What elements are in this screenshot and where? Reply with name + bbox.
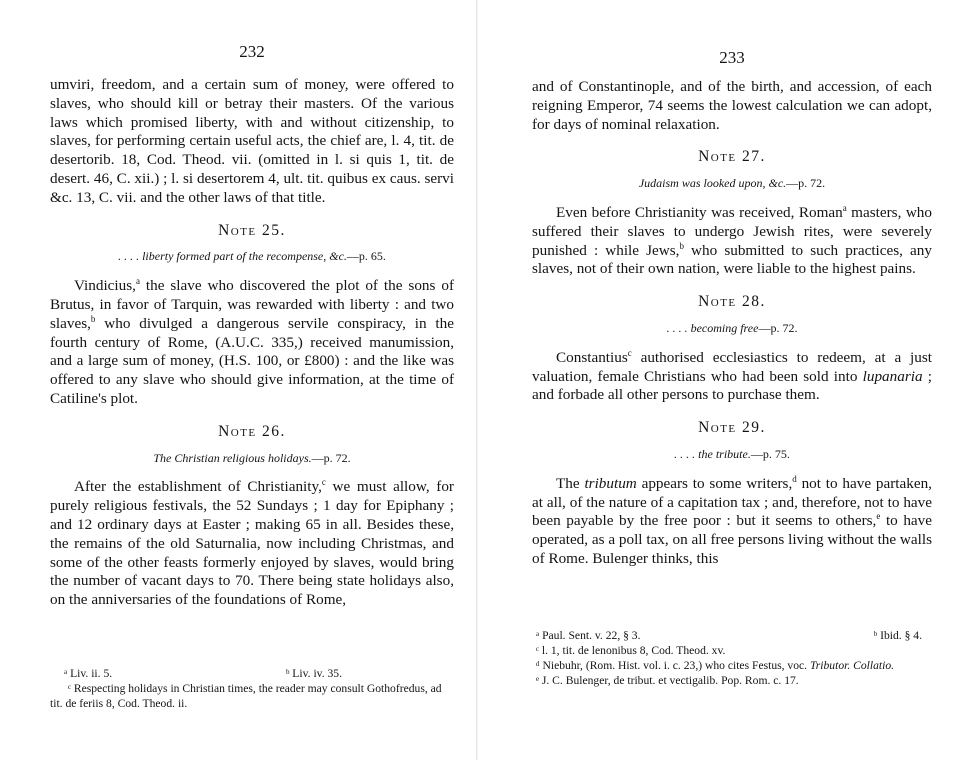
footnote-e-right: ᵉ J. C. Bulenger, de tribut. et vectigalib. Pop. Rom. c. 17. — [536, 674, 799, 687]
note-25-reference: . . . . liberty formed part of the recompense, &c.—p. 65. — [118, 249, 386, 264]
note-27-heading: Note 27. — [698, 148, 766, 166]
note-25-paragraph: Vindicius,$^a$ the slave who discovered the plot of the sons of Brutus, in favor of Tarquin, was rewarded with liberty : and two slaves,$^b$ who divulged a dangerous servile conspiracy, in the fourth century of Rome, (A.U.C. 335,) received manumission, and a large sum of money, (H.S. 100, or £800) : and the like was offered to any slave who should give information, at the time of Catiline's plot. — [50, 276, 454, 407]
footnote-marker: a — [842, 202, 847, 213]
page-number-right: 233 — [719, 48, 745, 67]
note-29-heading: Note 29. — [698, 419, 766, 437]
footnote-marker: c — [321, 477, 326, 488]
note-25-heading: Note 25. — [218, 221, 286, 239]
lead-paragraph: umviri, freedom, and a certain sum of money, were offered to slaves, who should kill or betray their masters. Of the various laws which promised liberty, with and without citizenship, to slaves, for performing certain useful acts, the chief are, l. 4, tit. de desertorib. 18, Cod. Theod. vii. (omitted in l. si quis 1, tit. de desert. 46, C. xii.) ; l. si desertorem 4, ult. tit. quibus ex caus. servi &c. 13, C. vii. and the other laws of that title. — [50, 76, 454, 206]
footnote-marker: d — [792, 473, 797, 484]
right-page — [532, 0, 932, 760]
right-footnotes — [532, 628, 932, 688]
footnote-marker: b — [90, 313, 96, 324]
footnote-a-right: ᵃ Paul. Sent. v. 22, § 3. — [536, 629, 641, 642]
footnote-b: ᵇ Liv. iv. 35. — [285, 667, 342, 680]
footnote-marker: e — [876, 511, 881, 522]
left-page — [50, 0, 454, 760]
footnote-d-right: ᵈ Niebuhr, (Rom. Hist. vol. i. c. 23,) who cites Festus, voc. Tributor. Collatio. — [536, 659, 895, 672]
page-number-left: 232 — [239, 42, 265, 61]
note-28-heading: Note 28. — [698, 293, 766, 311]
note-29-reference: . . . . the tribute.—p. 75. — [674, 446, 790, 461]
left-footnotes — [50, 666, 454, 711]
footnote-c-right: ᶜ l. 1, tit. de lenonibus 8, Cod. Theod. xv. — [536, 644, 726, 657]
footnote-marker: b — [679, 240, 684, 251]
note-29-paragraph: The tributum appears to some writers,$^d$ not to have partaken, at all, of the nature of a capitation tax ; and, therefore, not to have been payable by the free poor : but it seems to others,$^e$ to have operated, as a poll tax, on all free persons living without the walls of Rome. Bulenger thinks, this — [532, 473, 933, 567]
note-28-reference: . . . . becoming free—p. 72. — [666, 320, 798, 335]
footnote-marker: c — [627, 347, 632, 358]
note-26-heading: Note 26. — [218, 422, 286, 440]
footnote-a: ᵃ Liv. ii. 5. — [64, 667, 113, 680]
left-body — [50, 76, 454, 610]
footnote-b-right: ᵇ Ibid. § 4. — [873, 629, 922, 642]
note-27-paragraph: Even before Christianity was received, Roman$^a$ masters, who suffered their slaves to undergo Jewish rites, were severely punished : while Jews,$^b$ who submitted to such practices, any slaves, not of their own nation, were liable to the highest pains. — [532, 202, 932, 278]
footnote-marker: a — [135, 276, 140, 287]
note-26-paragraph: After the establishment of Christianity,$^c$ we must allow, for purely religious festivals, the 52 Sundays ; 1 day for Epiphany ; and 12 ordinary days at Easter ; making 65 in all. Besides these, the remains of the old Saturnalia, now including Christmas, and some of the other feasts formerly enjoyed by slaves, would bring the number of vacant days to 70. There being state holidays also, on the anniversaries of the foundations of Rome, — [50, 477, 454, 609]
note-28-paragraph: Constantius$^c$ authorised ecclesiastics to redeem, at a just valuation, female Christians who had been sold into lupanaria ; and forbade all other persons to purchase them. — [532, 347, 932, 404]
lead-paragraph-right: and of Constantinople, and of the birth, and accession, of each reigning Emperor, 74 seems the lowest calculation we can adopt, for days of nominal relaxation. — [532, 78, 932, 133]
note-27-reference: Judaism was looked upon, &c.—p. 72. — [638, 176, 826, 191]
footnote-c: ᶜ Respecting holidays in Christian times, the reader may consult Gothofredus, ad tit. de feriis 8, Cod. Theod. ii. — [50, 682, 442, 710]
note-26-reference: The Christian religious holidays.—p. 72. — [153, 450, 351, 465]
book-gutter — [476, 0, 478, 760]
right-body — [532, 78, 932, 569]
